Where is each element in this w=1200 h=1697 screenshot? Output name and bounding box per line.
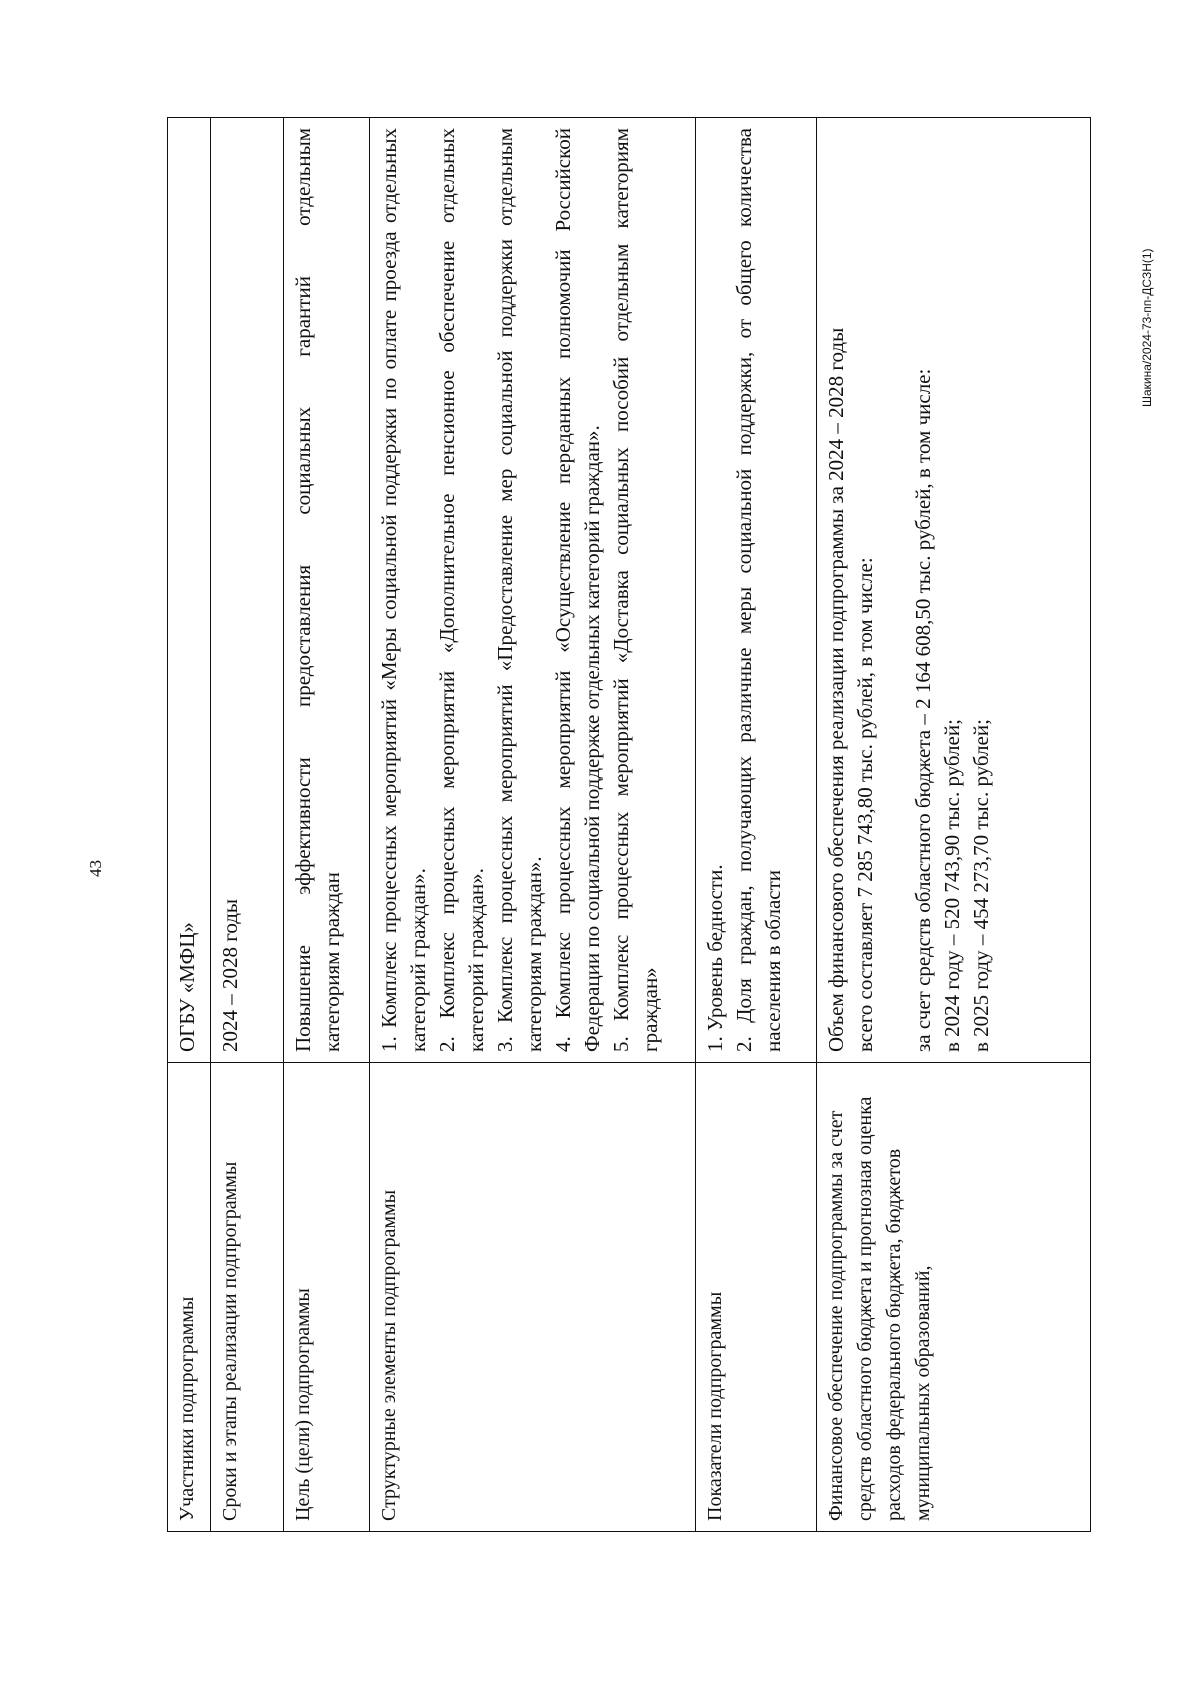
table-row <box>696 118 817 1532</box>
finance-line: Объем финансового обеспечения реализации подпрограммы за 2024 – 2028 годы <box>824 327 848 1052</box>
table-row <box>284 118 370 1532</box>
table-row <box>817 118 1091 1532</box>
row-label-finance: Финансовое обеспечение подпрограммы за счет средств областного бюджета и прогнозная оценка расходов федерального бюджета, бюджетов муниципальных образований, <box>817 1063 1091 1532</box>
row-value-finance <box>817 118 1091 1063</box>
document-code: Шакина/2024-73-пп-ДСЗН(1) <box>1140 248 1154 407</box>
table-row <box>211 118 284 1532</box>
structure-item: 2. Комплекс процессных мероприятий «Дополнительное пенсионное обеспечение отдельных категорий граждан». <box>435 128 488 1052</box>
finance-line: за счет средств областного бюджета – 2 164 608,50 тыс. рублей, в том числе: <box>911 368 935 1052</box>
finance-spacer <box>880 128 909 1052</box>
row-value-goal <box>284 118 370 1063</box>
row-label-indicators: Показатели подпрограммы <box>696 1063 817 1532</box>
row-value-indicators <box>696 118 817 1063</box>
structure-item: 1. Комплекс процессных мероприятий «Меры социальной поддержки по оплате проезда отдельных категорий граждан». <box>377 128 430 1052</box>
structure-item: 5. Комплекс процессных мероприятий «Доставка социальных пособий отдельным категориям граждан» <box>609 128 662 1052</box>
goal-line: Повышение эффективности предоставления социальных гарантий отдельным <box>291 128 315 1052</box>
finance-line: всего составляет 7 285 743,80 тыс. рублей, в том числе: <box>853 557 877 1052</box>
row-label-goal: Цель (цели) подпрограммы <box>284 1063 370 1532</box>
structure-item: 4. Комплекс процессных мероприятий «Осуществление переданных полномочий Российской Федерации по социальной поддержке отдельных категорий граждан». <box>551 128 604 1052</box>
table-row <box>370 118 696 1532</box>
goal-line: категориям граждан <box>320 872 344 1052</box>
row-value-structure <box>370 118 696 1063</box>
table-row <box>168 118 211 1532</box>
row-label-structure: Структурные элементы подпрограммы <box>370 1063 696 1532</box>
row-label-participants: Участники подпрограммы <box>168 1063 211 1532</box>
subprogram-passport-table <box>167 117 1091 1532</box>
indicator-item: 1. Уровень бедности. <box>703 864 727 1052</box>
finance-line: в 2024 году – 520 743,90 тыс. рублей; <box>940 719 964 1052</box>
indicator-item: 2. Доля граждан, получающих различные меры социальной поддержки, от общего количества населения в области <box>732 128 785 1052</box>
structure-item: 3. Комплекс процессных мероприятий «Предоставление мер социальной поддержки отдельным категориям граждан». <box>493 128 546 1052</box>
page-number: 43 <box>86 860 105 877</box>
finance-line: в 2025 году – 454 273,70 тыс. рублей; <box>969 719 993 1052</box>
row-label-terms: Сроки и этапы реализации подпрограммы <box>211 1063 284 1532</box>
row-value-participants: ОГБУ «МФЦ» <box>168 118 211 1063</box>
row-value-terms: 2024 – 2028 годы <box>211 118 284 1063</box>
